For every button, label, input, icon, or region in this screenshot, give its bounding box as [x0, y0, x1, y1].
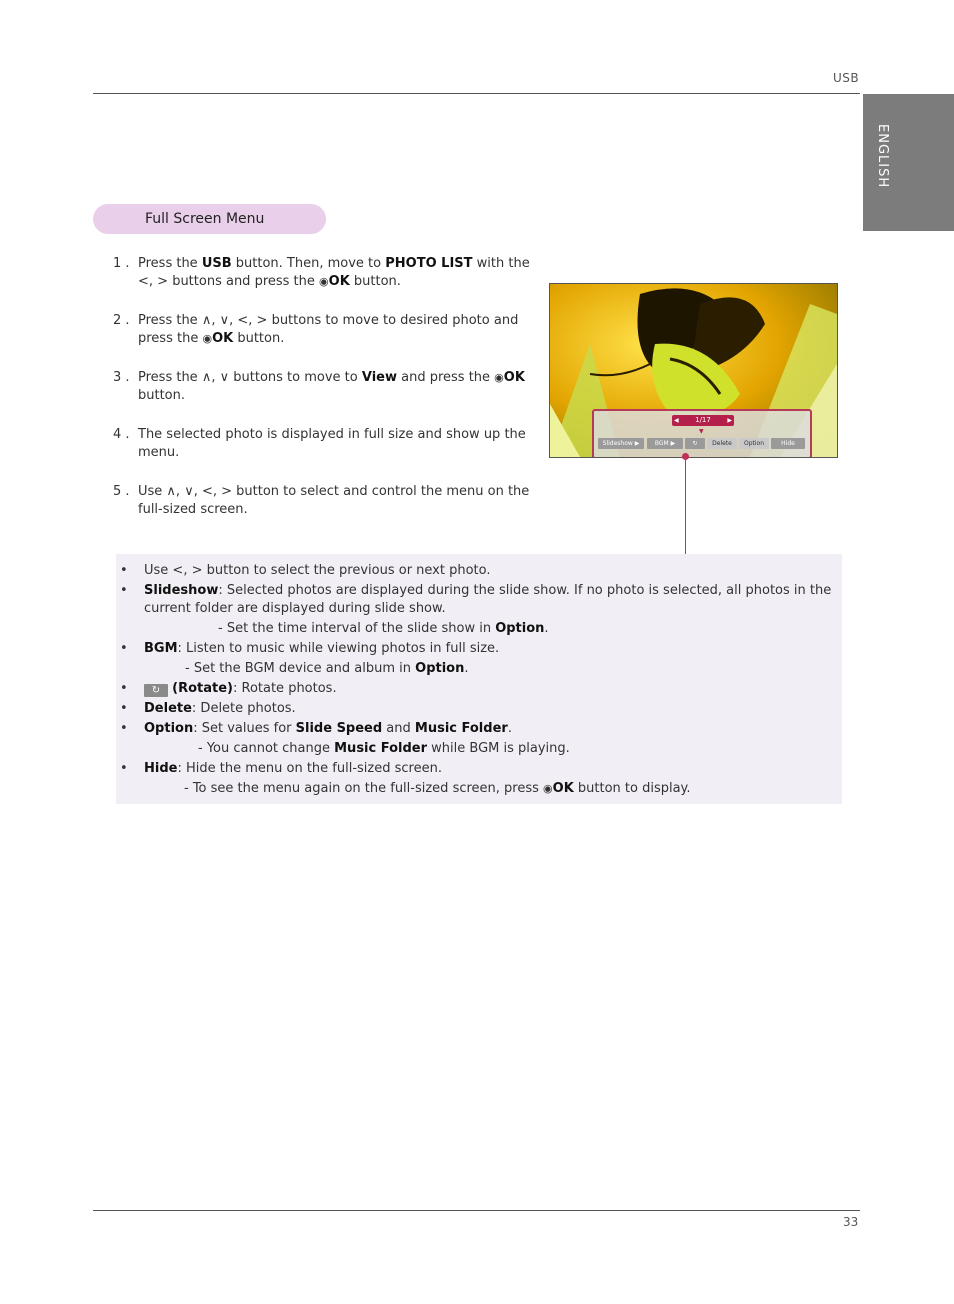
steps-list [110, 255, 545, 540]
step-number: 4 . [113, 427, 130, 442]
bullet-slideshow [118, 582, 834, 618]
language-tab [863, 94, 954, 231]
note-option [118, 740, 834, 758]
step-number: 1 . [113, 256, 130, 271]
bullet-text: . [507, 721, 512, 736]
hide-button[interactable]: Hide [771, 438, 805, 449]
step-4 [110, 426, 545, 462]
key-term: OK [552, 781, 574, 796]
prev-arrow-icon[interactable]: ◀ [674, 417, 679, 424]
term-rotate: (Rotate) [172, 681, 233, 696]
bullet-text: button to select the previous or next photo. [202, 563, 491, 578]
step-text: button. [233, 331, 285, 346]
bullet-text: : Hide the menu on the full-sized screen. [177, 761, 442, 776]
step-text: button. [138, 388, 186, 403]
bullet-dot: • [120, 701, 128, 716]
header-rule [93, 93, 860, 94]
full-screen-menu-osd [592, 409, 812, 458]
step-text: button. [349, 274, 401, 289]
photo-counter-text: 1/17 [695, 416, 711, 424]
term-bgm: BGM [144, 641, 178, 656]
bullet-text: : Delete photos. [191, 701, 296, 716]
arrow-keys: <, > [172, 563, 203, 578]
bullet-navigation [118, 562, 834, 580]
step-text: with the [472, 256, 530, 271]
key-term: Music Folder [414, 721, 508, 736]
bgm-button[interactable]: BGM ▶ [647, 438, 683, 449]
bullet-dot: • [120, 583, 128, 598]
key-term: USB [201, 256, 232, 271]
note-text: . [544, 621, 549, 636]
bullet-hide [118, 760, 834, 778]
bullet-rotate [118, 680, 834, 698]
step-text: buttons to move to desired photo and press the [138, 313, 519, 346]
step-text: button. Then, move to [231, 256, 386, 271]
step-text: buttons and press the [168, 274, 320, 289]
photo-counter [672, 415, 734, 426]
note-bgm [118, 660, 834, 678]
step-text: Press the [138, 313, 202, 328]
note-text: while BGM is playing. [427, 741, 570, 756]
header-section-label: USB [833, 71, 860, 85]
rotate-button[interactable] [685, 438, 705, 449]
key-term: Slide Speed [295, 721, 383, 736]
callout-line [685, 458, 686, 554]
bullet-text: : Rotate photos. [232, 681, 337, 696]
bullet-text: Use [144, 563, 173, 578]
step-text: Press the [138, 256, 202, 271]
bullet-dot: • [120, 681, 128, 696]
key-term: Music Folder [334, 741, 428, 756]
bullet-bgm [118, 640, 834, 658]
step-3 [110, 369, 545, 405]
step-2 [110, 312, 545, 348]
step-text: and press the [396, 370, 495, 385]
bullet-dot: • [120, 563, 128, 578]
arrow-keys: ∧, ∨ [201, 370, 230, 385]
option-button[interactable]: Option [739, 438, 769, 449]
note-text: - You cannot change [198, 741, 335, 756]
step-number: 3 . [113, 370, 130, 385]
note-slideshow [118, 620, 834, 638]
step-5 [110, 483, 545, 519]
bullet-text: : Selected photos are displayed during the slide show. If no photo is selected, all photos in the current folder are displayed during slide show. [144, 583, 832, 616]
page-number: 33 [843, 1215, 859, 1229]
key-term: Option [415, 661, 465, 676]
key-term: OK [212, 331, 234, 346]
step-text: Use [138, 484, 167, 499]
step-text: button to select and control the menu on the full-sized screen. [138, 484, 530, 517]
ok-button-icon: ◉ [494, 371, 504, 384]
bullet-delete [118, 700, 834, 718]
key-term: Option [495, 621, 545, 636]
footer-rule [93, 1210, 860, 1211]
note-text: - Set the time interval of the slide show in [218, 621, 496, 636]
ok-button-icon: ◉ [543, 782, 553, 795]
arrow-keys: ∧, ∨, <, > [166, 484, 233, 499]
step-number: 5 . [113, 484, 130, 499]
step-text: buttons to move to [229, 370, 362, 385]
bullet-dot: • [120, 761, 128, 776]
note-text: . [464, 661, 469, 676]
bullet-dot: • [120, 641, 128, 656]
ok-button-icon: ◉ [202, 332, 213, 345]
language-tab-label: ENGLISH [875, 124, 890, 189]
dropdown-arrow-icon: ▼ [699, 428, 704, 435]
slideshow-button[interactable]: Slideshow ▶ [598, 438, 644, 449]
bullet-dot: • [120, 721, 128, 736]
rotate-icon: ↻ [692, 440, 698, 447]
note-text: button to display. [573, 781, 691, 796]
term-option: Option [144, 721, 194, 736]
key-term: OK [328, 274, 350, 289]
step-number: 2 . [113, 313, 130, 328]
butterfly-photo-screenshot [549, 283, 838, 458]
note-hide [118, 780, 834, 798]
key-term: View [361, 370, 397, 385]
ok-button-icon: ◉ [319, 275, 329, 288]
arrow-keys: <, > [138, 274, 169, 289]
arrow-keys: ∧, ∨, <, > [201, 313, 268, 328]
term-slideshow: Slideshow [144, 583, 219, 598]
step-1 [110, 255, 545, 291]
key-term: OK [503, 370, 525, 385]
key-term: PHOTO LIST [385, 256, 473, 271]
bullet-text: : Listen to music while viewing photos in full size. [177, 641, 500, 656]
next-arrow-icon[interactable]: ▶ [727, 417, 732, 424]
note-text: - To see the menu again on the full-sized screen, press [184, 781, 544, 796]
term-delete: Delete [144, 701, 192, 716]
rotate-icon: ↻ [144, 684, 168, 697]
bullet-text: and [382, 721, 415, 736]
delete-button[interactable]: Delete [707, 438, 737, 449]
term-hide: Hide [144, 761, 178, 776]
note-text: - Set the BGM device and album in [185, 661, 416, 676]
bullet-text: : Set values for [193, 721, 296, 736]
step-text: Press the [138, 370, 202, 385]
bullet-option [118, 720, 834, 738]
section-title: Full Screen Menu [93, 204, 326, 234]
step-text: The selected photo is displayed in full size and show up the menu. [138, 427, 526, 460]
menu-options-list [118, 562, 834, 800]
